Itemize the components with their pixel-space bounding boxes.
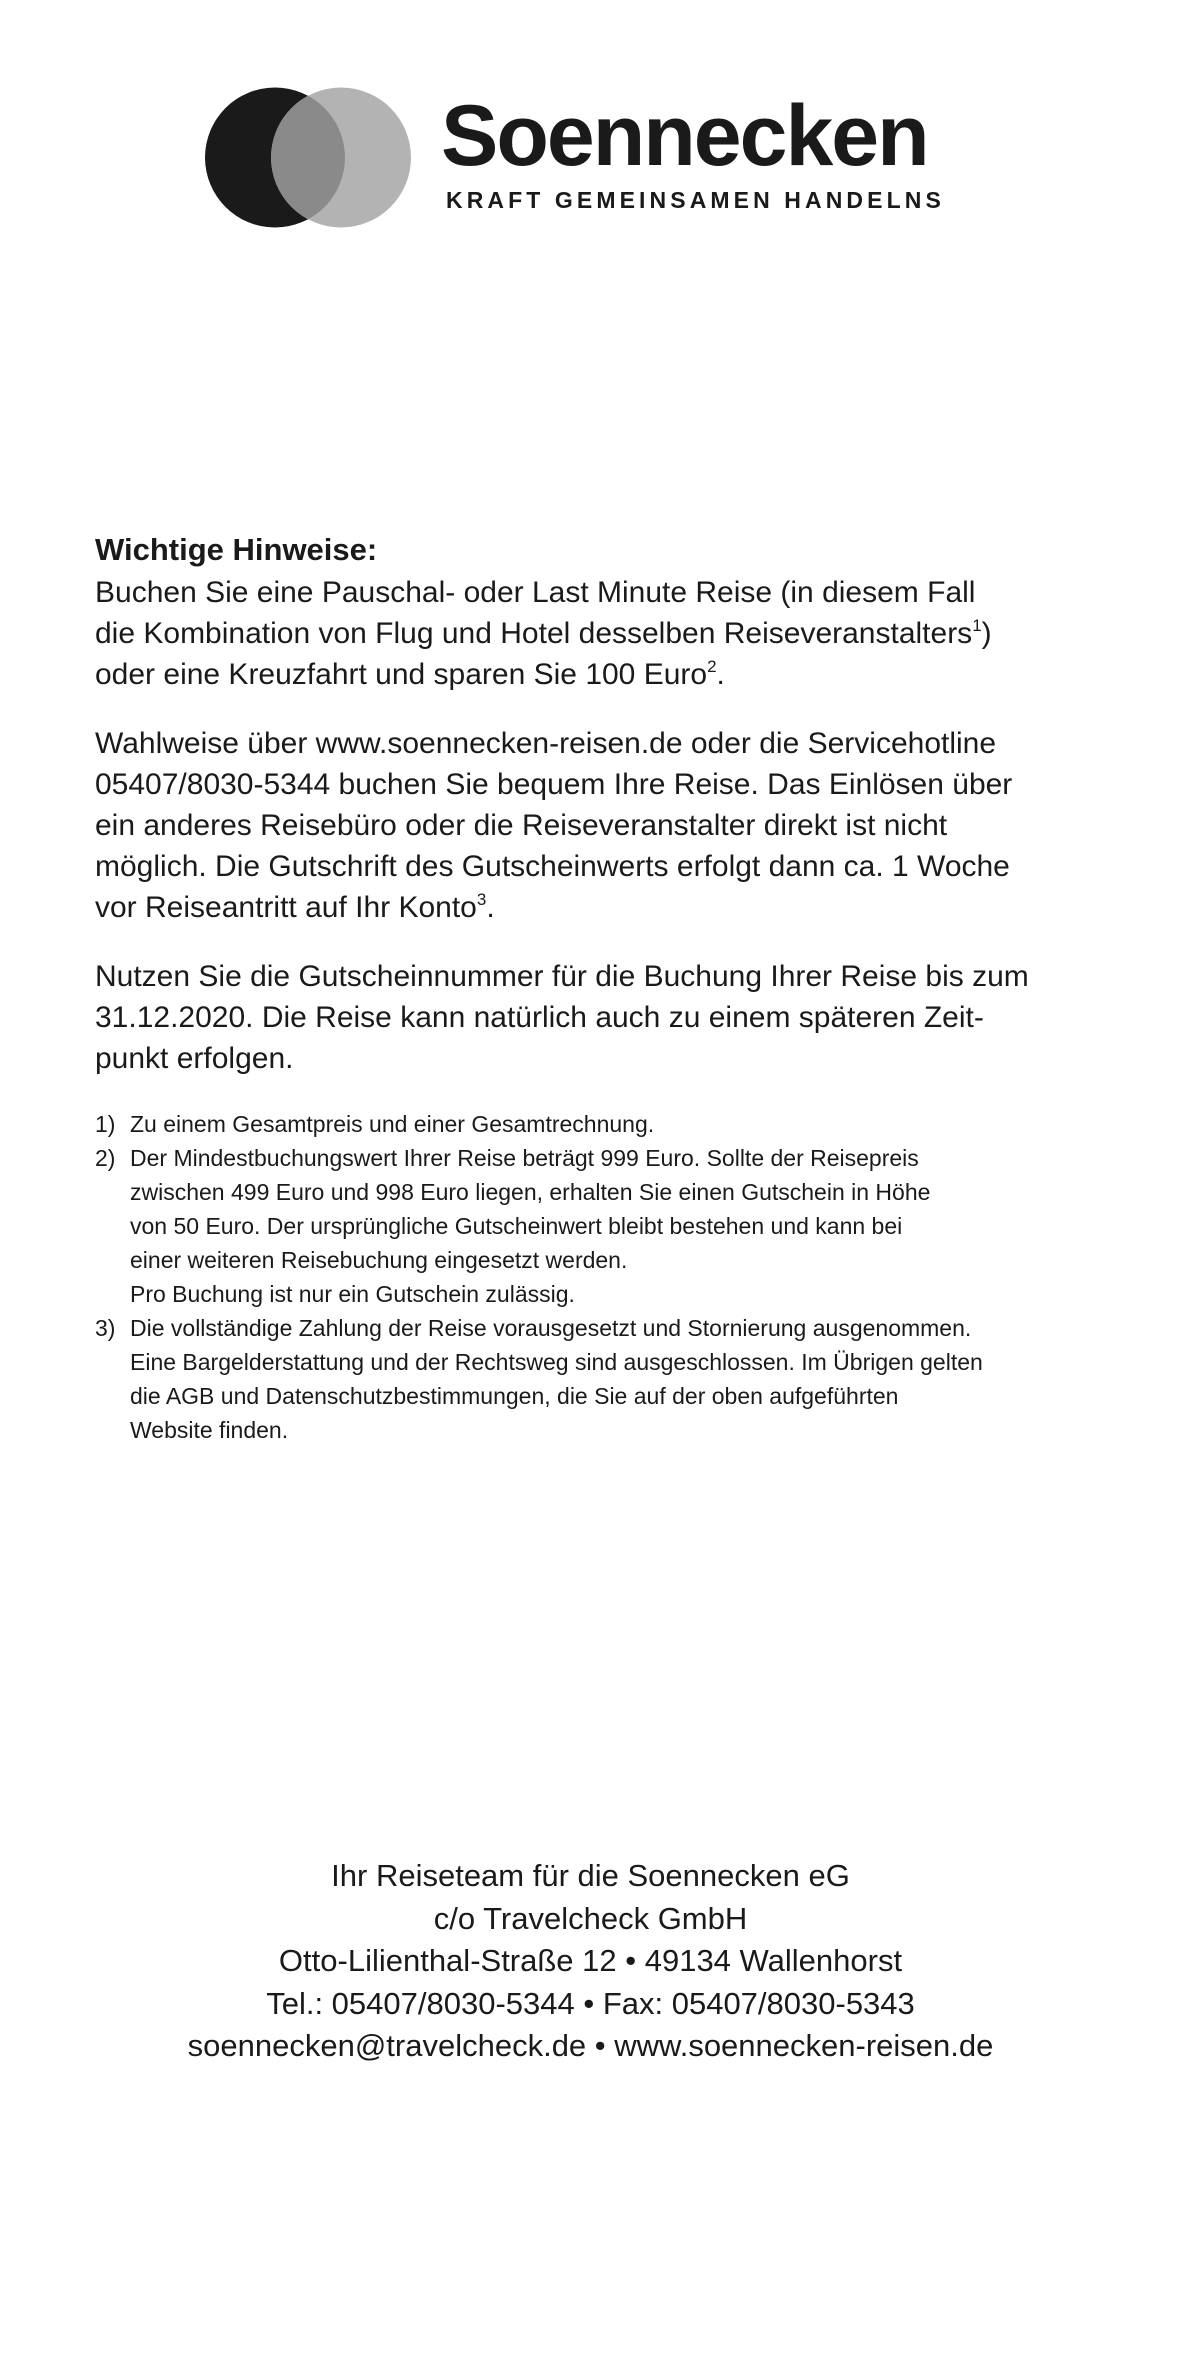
footer-address-line: Otto-Lilienthal-Straße 12 • 49134 Wallenhorst (278, 1943, 903, 1978)
footnote-line: Die vollständige Zahlung der Reise vorausgesetzt und Stornierung ausgenommen. (130, 1315, 972, 1341)
text-line: Buchen Sie eine Pauschal- oder Last Minute Reise (in diesem Fall (95, 576, 976, 609)
text-line: oder eine Kreuzfahrt und sparen Sie 100 Euro$^2$. (95, 657, 725, 691)
notice-heading: Wichtige Hinweise: (95, 532, 378, 567)
footer-team-line: Ihr Reiseteam für die Soennecken eG (331, 1858, 850, 1893)
text-line: vor Reiseantritt auf Ihr Konto$^3$. (95, 890, 495, 924)
footnote-number: 3) (95, 1315, 116, 1341)
text-line: Wahlweise über www.soennecken-reisen.de oder die Servicehotline (95, 727, 997, 760)
text-line: ein anderes Reisebüro oder die Reiseveranstalter direkt ist nicht (95, 809, 948, 842)
footnote-line: die AGB und Datenschutzbestimmungen, die Sie auf der oben aufgeführten (130, 1383, 899, 1409)
footnotes-list (95, 1107, 1135, 1447)
footnote-2 (95, 1141, 1135, 1311)
footer-email-web-line: soennecken@travelcheck.de • www.soennecken-reisen.de (187, 2028, 994, 2063)
soennecken-logo (203, 85, 963, 235)
brand-tagline: KRAFT GEMEINSAMEN HANDELNS (446, 187, 945, 213)
footer-company-line: c/o Travelcheck GmbH (433, 1900, 748, 1936)
footer-phone-fax-line: Tel.: 05407/8030-5344 • Fax: 05407/8030-5343 (266, 1985, 915, 2021)
text-line: 31.12.2020. Die Reise kann natürlich auch zu einem späteren Zeit- (95, 1001, 984, 1034)
contact-footer (0, 1855, 1181, 2068)
brand-name: Soennecken (441, 88, 928, 184)
footnote-line: zwischen 499 Euro und 998 Euro liegen, erhalten Sie einen Gutschein in Höhe (130, 1179, 931, 1205)
footnote-number: 1) (95, 1111, 116, 1137)
footnote-line: von 50 Euro. Der ursprüngliche Gutscheinwert bleibt bestehen und kann bei (130, 1213, 903, 1239)
notice-paragraph-1 (95, 572, 1135, 695)
footnote-ref-1: 1 (972, 616, 982, 635)
footnote-line: Eine Bargelderstattung und der Rechtsweg sind ausgeschlossen. Im Übrigen gelten (130, 1349, 983, 1375)
text-line: die Kombination von Flug und Hotel desselben Reiseveranstalters$^1$) (95, 616, 992, 650)
text-line: Nutzen Sie die Gutscheinnummer für die Buchung Ihrer Reise bis zum (95, 960, 1029, 993)
text-line: 05407/8030-5344 buchen Sie bequem Ihre Reise. Das Einlösen über (95, 768, 1013, 801)
overlapping-circles-logo-icon (203, 85, 413, 230)
text-line: möglich. Die Gutschrift des Gutscheinwerts erfolgt dann ca. 1 Woche (95, 850, 1010, 883)
footnote-line: einer weiteren Reisebuchung eingesetzt werden. (130, 1247, 628, 1273)
notice-paragraph-2 (95, 723, 1135, 928)
text-line: punkt erfolgen. (95, 1042, 294, 1075)
footnote-number: 2) (95, 1145, 116, 1171)
notice-section (95, 528, 1135, 1447)
footnote-ref-2: 2 (707, 657, 717, 676)
footnote-line: Der Mindestbuchungswert Ihrer Reise beträgt 999 Euro. Sollte der Reisepreis (130, 1145, 919, 1171)
footnote-line: Pro Buchung ist nur ein Gutschein zulässig. (130, 1281, 575, 1307)
footnote-line: Website finden. (130, 1417, 289, 1443)
footnote-line: Zu einem Gesamtpreis und einer Gesamtrechnung. (130, 1111, 655, 1137)
footnote-3 (95, 1311, 1135, 1447)
footnote-ref-3: 3 (476, 890, 487, 909)
notice-paragraph-3 (95, 956, 1135, 1079)
footnote-1 (95, 1107, 1135, 1141)
